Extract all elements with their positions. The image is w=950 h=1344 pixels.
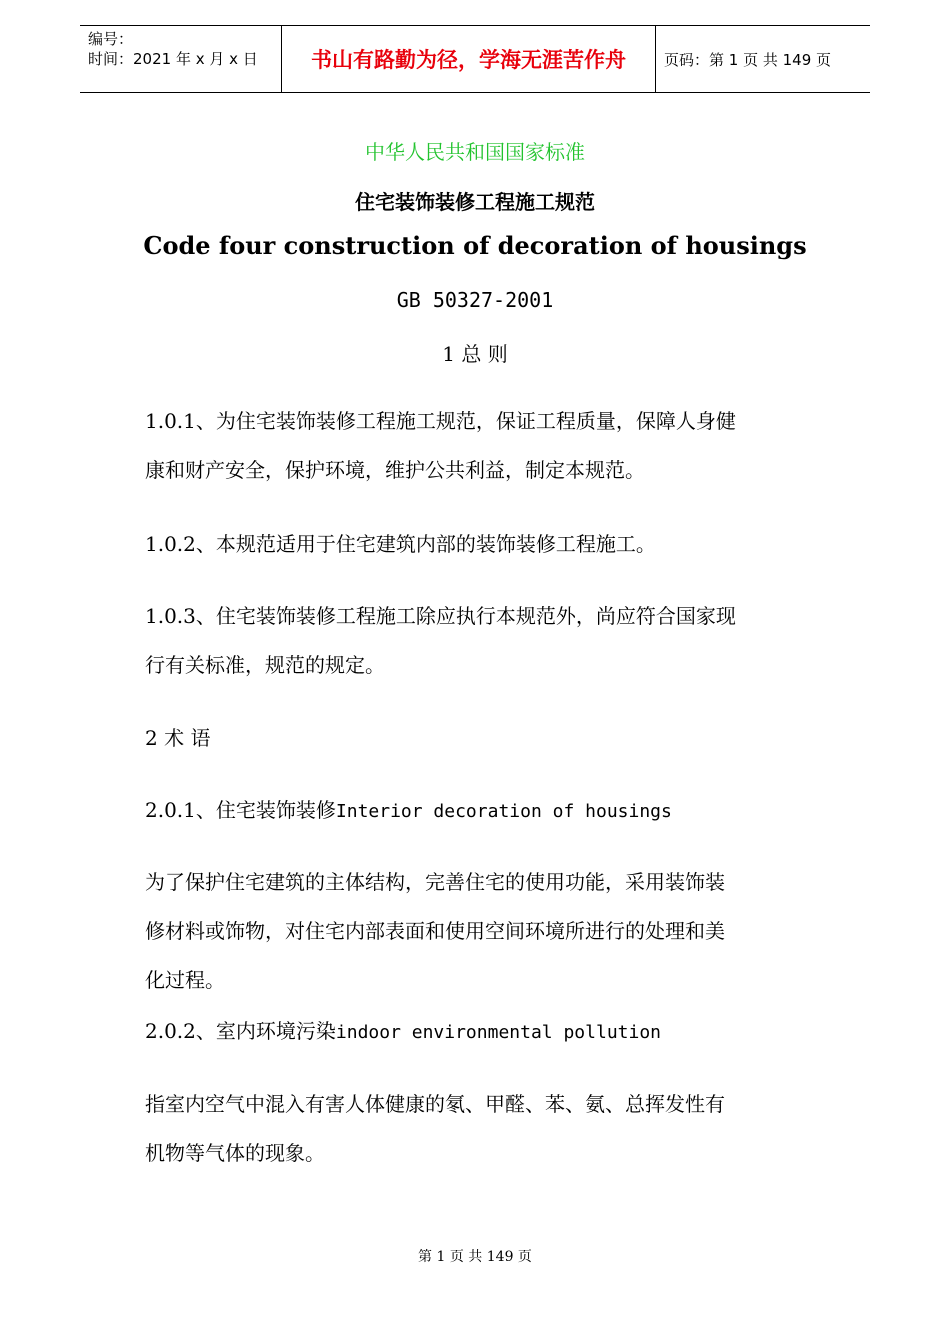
chapter-2-heading: 2 术 语 [145, 726, 211, 750]
standard-number: GB 50327-2001 [396, 288, 554, 312]
clause-line: 1.0.2、本规范适用于住宅建筑内部的装饰装修工程施工。 [145, 532, 656, 556]
term-2-0-1 [145, 786, 810, 836]
clause-1-0-3 [145, 592, 810, 690]
term-prefix: 2.0.1、住宅装饰装修 [145, 798, 336, 822]
header-page-info: 页码：第 1 页 共 149 页 [664, 50, 832, 69]
header-motto: 书山有路勤为径，学海无涯苦作舟 [282, 26, 656, 92]
definition-line: 化过程。 [145, 968, 225, 992]
term-english: indoor environmental pollution [335, 1022, 661, 1043]
clause-1-0-2 [145, 520, 810, 569]
term-prefix: 2.0.2、室内环境污染 [145, 1019, 336, 1043]
time-label: 时间：2021 年 x 月 x 日 [88, 50, 258, 68]
chapter-1-heading: 1 总 则 [442, 342, 508, 366]
clause-line: 康和财产安全，保护环境，维护公共利益，制定本规范。 [145, 458, 645, 482]
standard-line: 中华人民共和国国家标准 [365, 140, 585, 164]
document-title-cn: 住宅装饰装修工程施工规范 [355, 190, 595, 214]
header-meta [80, 26, 282, 92]
definition-line: 指室内空气中混入有害人体健康的氡、甲醛、苯、氨、总挥发性有 [145, 1092, 725, 1116]
clause-line: 1.0.3、住宅装饰装修工程施工除应执行本规范外，尚应符合国家现 [145, 604, 736, 628]
term-english: Interior decoration of housings [335, 801, 672, 822]
serial-label: 编号： [88, 30, 134, 48]
document-title-en: Code four construction of decoration of housings [143, 231, 807, 260]
definition-line: 机物等气体的现象。 [145, 1141, 325, 1165]
clause-line: 行有关标准，规范的规定。 [145, 653, 385, 677]
term-2-0-1-definition [145, 858, 810, 1005]
clause-line: 1.0.1、为住宅装饰装修工程施工规范，保证工程质量，保障人身健 [145, 409, 736, 433]
term-2-0-2 [145, 1007, 810, 1057]
header-table [80, 25, 870, 93]
definition-line: 修材料或饰物，对住宅内部表面和使用空间环境所进行的处理和美 [145, 919, 725, 943]
term-2-0-2-definition [145, 1080, 810, 1178]
clause-1-0-1 [145, 397, 810, 495]
page-footer: 第 1 页 共 149 页 [418, 1249, 532, 1265]
definition-line: 为了保护住宅建筑的主体结构，完善住宅的使用功能，采用装饰装 [145, 870, 725, 894]
